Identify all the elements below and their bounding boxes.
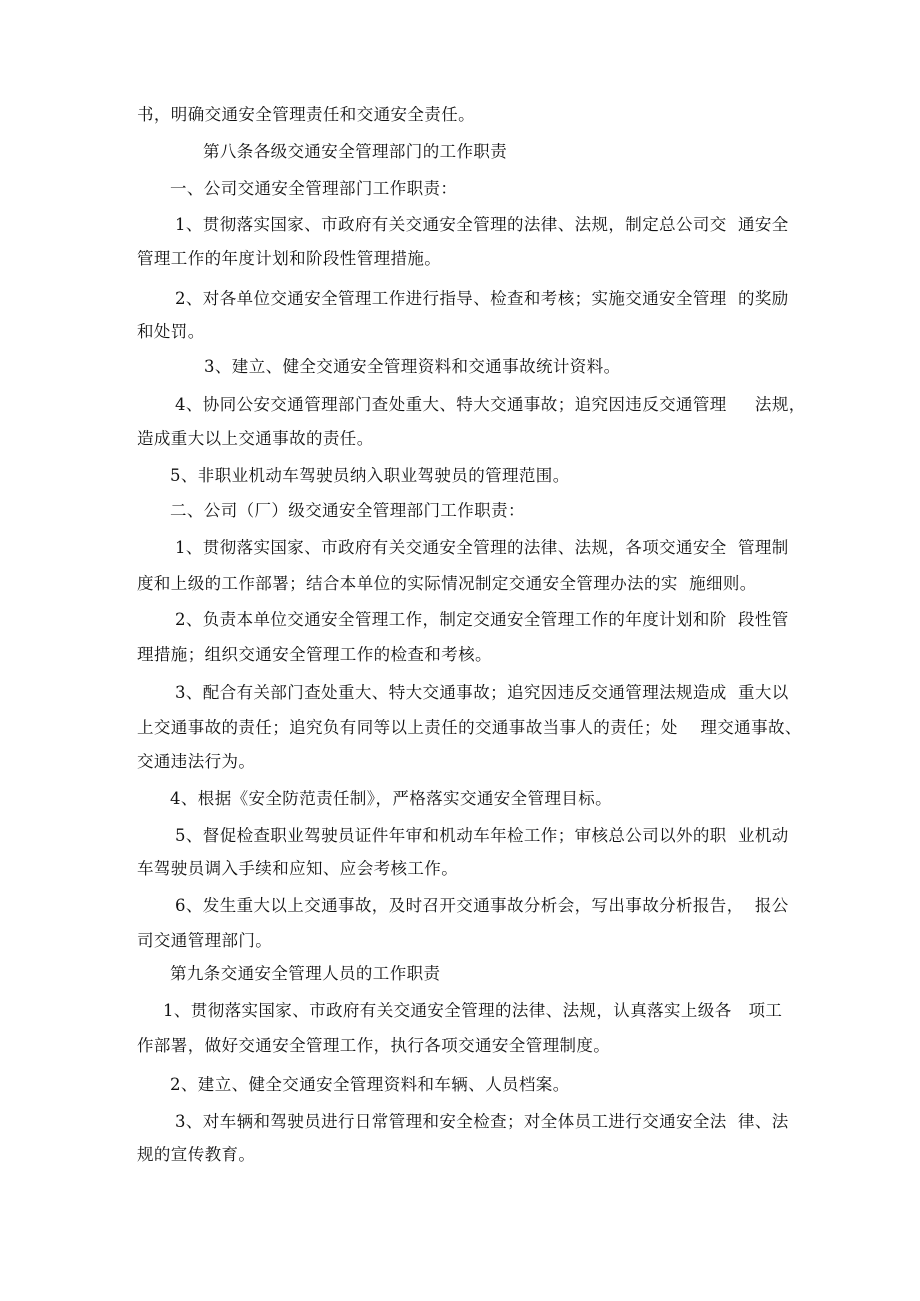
paragraph-line: 3、对车辆和驾驶员进行日常管理和安全检查；对全体员工进行交通安全法 律、法 bbox=[175, 1112, 789, 1131]
paragraph-line: 1、贯彻落实国家、市政府有关交通安全管理的法律、法规，认真落实上级各 项工 bbox=[163, 1001, 783, 1020]
paragraph-line: 2、对各单位交通安全管理工作进行指导、检查和考核；实施交通安全管理 的奖励 bbox=[175, 289, 789, 308]
paragraph-line: 1、贯彻落实国家、市政府有关交通安全管理的法律、法规，制定总公司交 通安全 bbox=[175, 215, 789, 234]
paragraph-line: 规的宣传教育。 bbox=[137, 1145, 256, 1164]
paragraph-line: 上交通事故的责任；追究负有同等以上责任的交通事故当事人的责任；处 理交通事故、 bbox=[137, 718, 802, 737]
paragraph-line: 造成重大以上交通事故的责任。 bbox=[137, 429, 374, 448]
paragraph-line: 6、发生重大以上交通事故，及时召开交通事故分析会，写出事故分析报告， 报公 bbox=[175, 896, 789, 915]
paragraph-line: 2、建立、健全交通安全管理资料和车辆、人员档案。 bbox=[170, 1075, 570, 1094]
paragraph-line: 度和上级的工作部署；结合本单位的实际情况制定交通安全管理办法的实 施细则。 bbox=[137, 574, 757, 593]
paragraph-line: 5、非职业机动车驾驶员纳入职业驾驶员的管理范围。 bbox=[170, 466, 570, 485]
paragraph-line: 交通违法行为。 bbox=[137, 752, 256, 771]
section-heading: 二、公司（厂）级交通安全管理部门工作职责： bbox=[170, 501, 525, 520]
paragraph-line: 4、协同公安交通管理部门查处重大、特大交通事故；追究因违反交通管理 法规， bbox=[175, 395, 806, 414]
paragraph-line: 司交通管理部门。 bbox=[137, 931, 273, 950]
paragraph-line: 理措施；组织交通安全管理工作的检查和考核。 bbox=[137, 645, 492, 664]
paragraph-line: 4、根据《安全防范责任制》，严格落实交通安全管理目标。 bbox=[170, 789, 613, 808]
paragraph-line: 2、负责本单位交通安全管理工作，制定交通安全管理工作的年度计划和阶 段性管 bbox=[175, 610, 789, 629]
paragraph-line: 和处罚。 bbox=[137, 322, 205, 341]
section-heading: 一、公司交通安全管理部门工作职责： bbox=[170, 179, 458, 198]
article-heading: 第八条各级交通安全管理部门的工作职责 bbox=[203, 142, 508, 161]
paragraph-line: 1、贯彻落实国家、市政府有关交通安全管理的法律、法规，各项交通安全 管理制 bbox=[175, 538, 789, 557]
article-heading: 第九条交通安全管理人员的工作职责 bbox=[170, 964, 441, 983]
paragraph-line: 作部署，做好交通安全管理工作，执行各项交通安全管理制度。 bbox=[137, 1036, 611, 1055]
paragraph-line: 车驾驶员调入手续和应知、应会考核工作。 bbox=[137, 859, 459, 878]
paragraph-line: 管理工作的年度计划和阶段性管理措施。 bbox=[137, 249, 442, 268]
paragraph-line: 3、建立、健全交通安全管理资料和交通事故统计资料。 bbox=[204, 357, 621, 376]
paragraph-line: 3、配合有关部门查处重大、特大交通事故；追究因违反交通管理法规造成 重大以 bbox=[175, 683, 789, 702]
paragraph-line: 书，明确交通安全管理责任和交通安全责任。 bbox=[137, 105, 475, 124]
paragraph-line: 5、督促检查职业驾驶员证件年审和机动车年检工作；审核总公司以外的职 业机动 bbox=[175, 826, 789, 845]
